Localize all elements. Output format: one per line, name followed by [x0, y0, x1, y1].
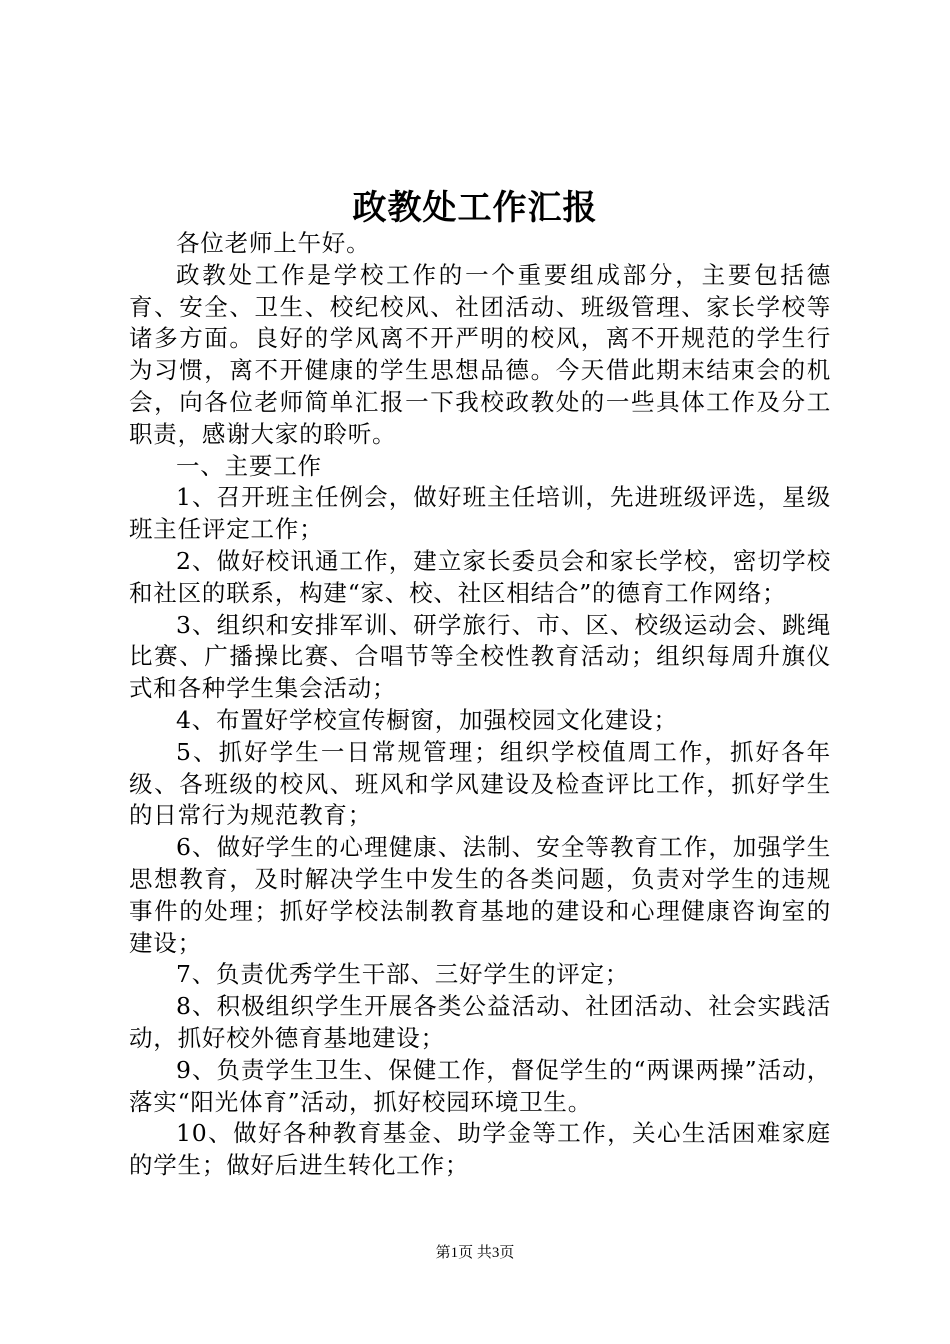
document-title: 政教处工作汇报	[352, 188, 598, 228]
list-item-9: 9、负责学生卫生、保健工作，督促学生的“两课两操”活动，落实“阳光体育”活动，抓好校园环境卫生。	[129, 1055, 831, 1116]
list-item-2: 2、做好校讯通工作，建立家长委员会和家长学校，密切学校和社区的联系，构建“家、校、社区相结合”的德育工作网络；	[129, 546, 831, 607]
document-body	[129, 228, 831, 1182]
paragraph-intro: 政教处工作是学校工作的一个重要组成部分，主要包括德育、安全、卫生、校纪校风、社团活动、班级管理、家长学校等诸多方面。良好的学风离不开严明的校风，离不开规范的学生行为习惯，离不开健康的学生思想品德。今天借此期末结束会的机会，向各位老师简单汇报一下我校政教处的一些具体工作及分工职责，感谢大家的聆听。	[129, 260, 831, 448]
page-footer: 第1页 共3页	[435, 1245, 515, 1261]
paragraph-greeting: 各位老师上午好。	[176, 229, 371, 257]
list-item-7: 7、负责优秀学生干部、三好学生的评定；	[176, 960, 630, 989]
list-item-4: 4、布置好学校宣传橱窗，加强校园文化建设；	[176, 705, 678, 734]
list-item-3: 3、组织和安排军训、研学旅行、市、区、校级运动会、跳绳比赛、广播操比赛、合唱节等全校性教育活动；组织每周升旗仪式和各种学生集会活动；	[129, 610, 831, 703]
list-item-6: 6、做好学生的心理健康、法制、安全等教育工作，加强学生思想教育，及时解决学生中发生的各类问题，负责对学生的违规事件的处理；抓好学校法制教育基地的建设和心理健康咨询室的建设；	[129, 833, 831, 957]
list-item-8: 8、积极组织学生开展各类公益活动、社团活动、社会实践活动，抓好校外德育基地建设；	[129, 992, 831, 1052]
list-item-5: 5、抓好学生一日常规管理；组织学校值周工作，抓好各年级、各班级的校风、班风和学风建设及检查评比工作，抓好学生的日常行为规范教育；	[129, 737, 831, 830]
list-item-10: 10、做好各种教育基金、助学金等工作，关心生活困难家庭的学生；做好后进生转化工作；	[129, 1119, 831, 1180]
list-item-1: 1、召开班主任例会，做好班主任培训，先进班级评选，星级班主任评定工作；	[129, 483, 831, 544]
section-heading-main-work: 一、主要工作	[176, 451, 322, 480]
